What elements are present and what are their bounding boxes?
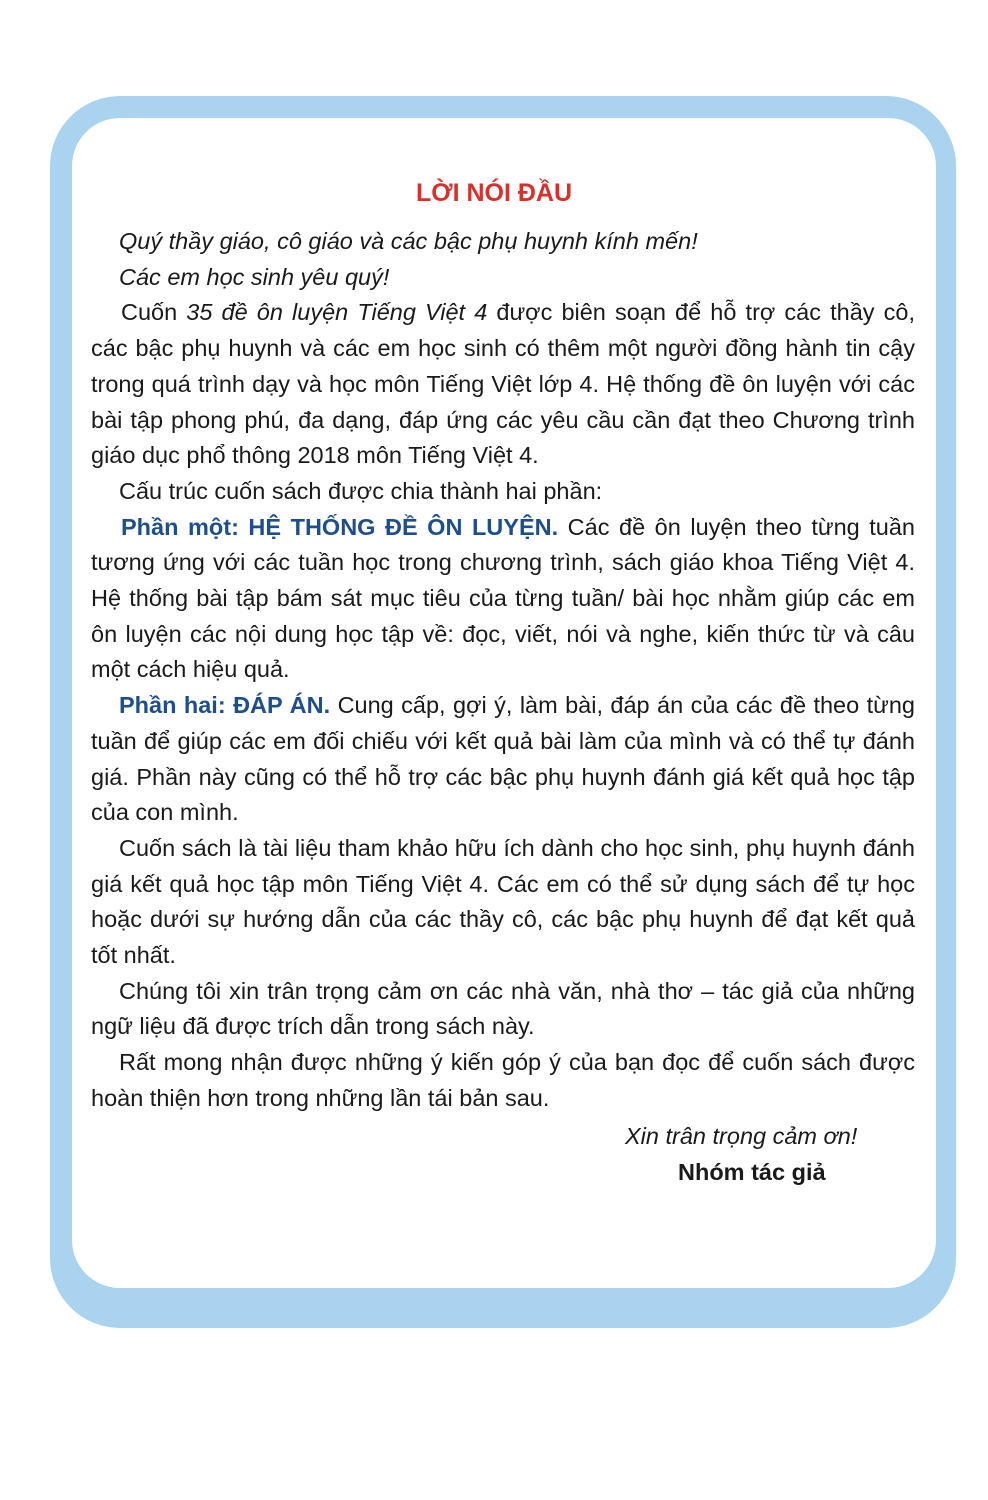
usage-paragraph: Cuốn sách là tài liệu tham khảo hữu ích dành cho học sinh, phụ huynh đánh giá kết quả học tập môn Tiếng Việt 4. Các em có thể sử dụng sách để tự học hoặc dưới sự hướng dẫn của các thầy cô, các bậc phụ huynh để đạt kết quả tốt nhất.: [91, 834, 915, 969]
greeting-teachers: Quý thầy giáo, cô giáo và các bậc phụ huynh kính mến!: [119, 228, 698, 254]
part-two-paragraph: [91, 688, 915, 831]
author-signature: Nhóm tác giả: [678, 1159, 826, 1185]
part-two-text: Cung cấp, gợi ý, làm bài, đáp án của các đề theo từng tuần để giúp các em đối chiếu với kết quả bài làm của mình và có thể tự đánh giá. Phần này cũng có thể hỗ trợ các bậc phụ huynh đánh giá kết quả học tập của con mình.: [91, 692, 916, 826]
preface-body: [91, 224, 915, 1117]
closing-line: Xin trân trọng cảm ơn!: [625, 1123, 858, 1149]
book-title: 35 đề ôn luyện Tiếng Việt 4: [186, 299, 488, 326]
part-one-paragraph: [91, 510, 915, 689]
part-two-heading: Phần hai: ĐÁP ÁN.: [119, 692, 331, 719]
intro-text: được biên soạn để hỗ trợ các thầy cô, các bậc phụ huynh và các em học sinh có thêm một người đồng hành tin cậy trong quá trình dạy và học môn Tiếng Việt lớp 4. Hệ thống đề ôn luyện với các bài tập phong phú, đa dạng, đáp ứng các yêu cầu cần đạt theo Chương trình giáo dục phổ thông 2018 môn Tiếng Việt 4.: [91, 299, 915, 469]
part-one-heading: Phần một: HỆ THỐNG ĐỀ ÔN LUYỆN.: [121, 513, 559, 540]
structure-paragraph: Cấu trúc cuốn sách được chia thành hai phần:: [119, 477, 603, 504]
intro-prefix: Cuốn: [121, 299, 187, 326]
feedback-paragraph: Rất mong nhận được những ý kiến góp ý của bạn đọc để cuốn sách được hoàn thiện hơn trong những lần tái bản sau.: [91, 1049, 915, 1111]
part-one-text: Các đề ôn luyện theo từng tuần tương ứng với các tuần học trong chương trình, sách giáo khoa Tiếng Việt 4. Hệ thống bài tập bám sát mục tiêu của từng tuần/ bài học nhằm giúp các em ôn luyện các nội dung học tập về: đọc, viết, nói và nghe, kiến thức từ và câu một cách hiệu quả.: [91, 513, 916, 683]
page-title: LỜI NÓI ĐẦU: [415, 179, 573, 207]
thanks-paragraph: Chúng tôi xin trân trọng cảm ơn các nhà văn, nhà thơ – tác giả của những ngữ liệu đã được trích dẫn trong sách này.: [91, 977, 915, 1040]
greeting-students: Các em học sinh yêu quý!: [119, 263, 390, 290]
intro-paragraph: [91, 295, 915, 474]
